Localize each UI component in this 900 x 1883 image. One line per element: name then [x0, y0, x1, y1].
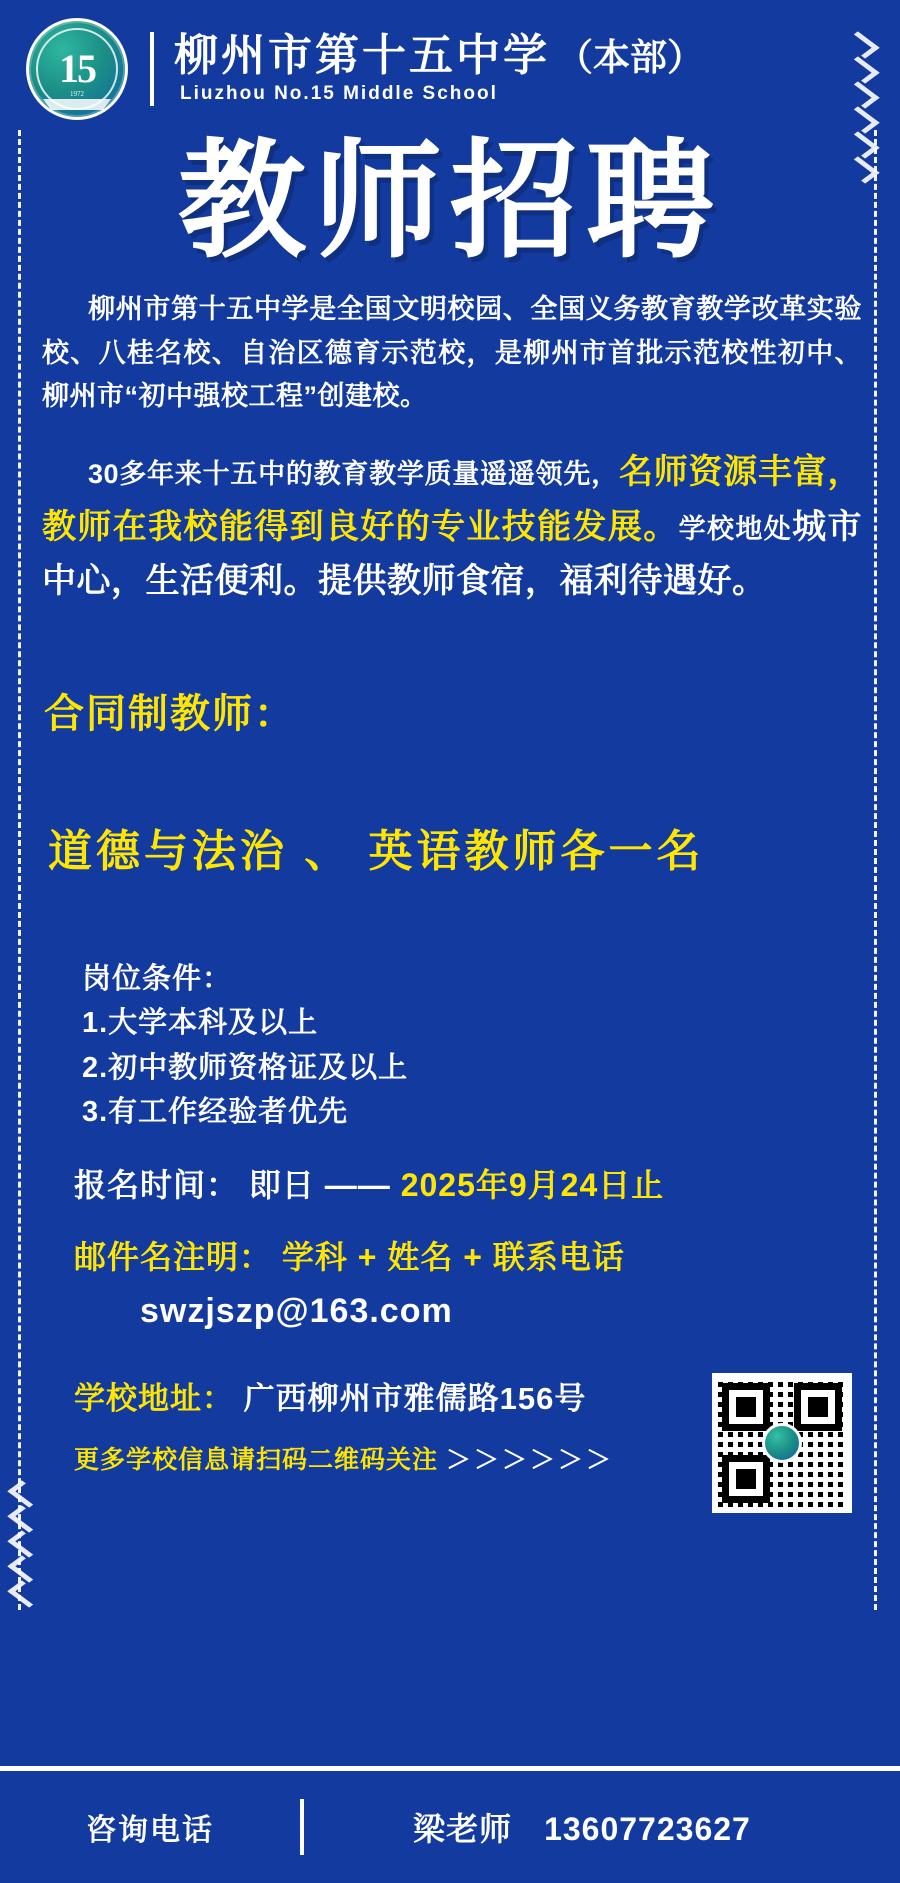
school-name-block	[174, 33, 900, 104]
contract-heading: 合同制教师：	[44, 692, 296, 737]
school-logo	[26, 18, 128, 120]
scan-note	[74, 1440, 702, 1476]
school-name-cn: 柳州市第十五中学	[174, 31, 550, 81]
advantages-highlight1: 名师资源丰富，教师在我校能得到良好的专业技能发展。	[42, 453, 862, 546]
poster-footer	[0, 1766, 900, 1883]
advantages-part1: 30多年来十五中的教育教学质量遥遥领先，	[88, 459, 619, 490]
qr-finder-icon	[722, 1455, 770, 1503]
address-value: 广西柳州市雅儒路156号	[243, 1380, 587, 1416]
advantages-part2: 学校地处	[678, 513, 793, 544]
footer-contact	[304, 1804, 900, 1850]
school-branch-tag: （本部）	[556, 37, 704, 79]
qr-finder-icon	[722, 1383, 770, 1431]
left-dashed-decoration	[18, 130, 31, 1610]
requirement-item: 1.大学本科及以上	[82, 1007, 319, 1040]
chevron-icon	[7, 1505, 43, 1532]
positions-text: 道德与法治 、 英语教师各一名	[48, 827, 705, 877]
deadline-label: 报名时间： 即日 ——	[74, 1166, 391, 1203]
right-dashed-decoration	[874, 130, 887, 1610]
advantages-highlight2: 城市中心，生活便利。提供教师食宿，福利待遇好。	[42, 507, 863, 600]
chevron-decoration-bottom-left	[12, 1485, 48, 1603]
logo-year: 1972	[70, 90, 84, 98]
school-address	[74, 1373, 702, 1418]
email-address[interactable]: swzjszp@163.com	[140, 1291, 453, 1330]
contact-phone[interactable]: 13607723627	[544, 1811, 751, 1847]
footer-label: 咨询电话	[86, 1814, 214, 1847]
chevron-icon	[843, 131, 879, 158]
qr-center-logo	[762, 1423, 802, 1463]
intro-paragraph-text: 柳州市第十五中学是全国文明校园、全国义务教育教学改革实验校、八桂名校、自治区德育示范校，是柳州市首批示范校性初中、柳州市“初中强校工程”创建校。	[42, 294, 862, 412]
requirements-block	[82, 957, 870, 1133]
qr-finder-icon	[794, 1383, 842, 1431]
advantages-paragraph	[42, 445, 862, 608]
chevron-icon	[7, 1580, 43, 1607]
school-name-en: Liuzhou No.15 Middle School	[180, 82, 498, 104]
poster-header	[0, 0, 900, 112]
deadline-row	[74, 1160, 870, 1206]
qr-code[interactable]	[712, 1373, 852, 1513]
deadline-date: 2025年9月24日止	[400, 1166, 665, 1203]
qr-code-pattern	[718, 1379, 846, 1507]
logo-banner	[43, 99, 111, 110]
chevron-icon	[7, 1555, 43, 1582]
requirement-item: 2.初中教师资格证及以上	[82, 1051, 409, 1084]
scan-note-text: 更多学校信息请扫码二维码关注	[74, 1445, 439, 1474]
address-label: 学校地址：	[74, 1380, 234, 1416]
poster-body	[0, 288, 900, 1513]
requirements-heading: 岗位条件：	[82, 963, 233, 996]
address-column	[74, 1373, 702, 1476]
contact-name: 梁老师	[413, 1811, 513, 1847]
chevron-icon	[7, 1480, 43, 1507]
logo-number: 15	[59, 46, 95, 91]
requirement-item: 3.有工作经验者优先	[82, 1095, 349, 1128]
address-and-qr-row	[30, 1373, 870, 1513]
chevron-icon	[7, 1530, 43, 1557]
page-title: 教师招聘	[177, 131, 722, 273]
header-divider	[150, 32, 154, 106]
email-subject-note: 邮件名注明： 学科 + 姓名 + 联系电话	[74, 1238, 625, 1275]
intro-paragraph	[42, 288, 862, 419]
arrow-icon: ＞＞＞＞＞＞	[445, 1445, 614, 1474]
